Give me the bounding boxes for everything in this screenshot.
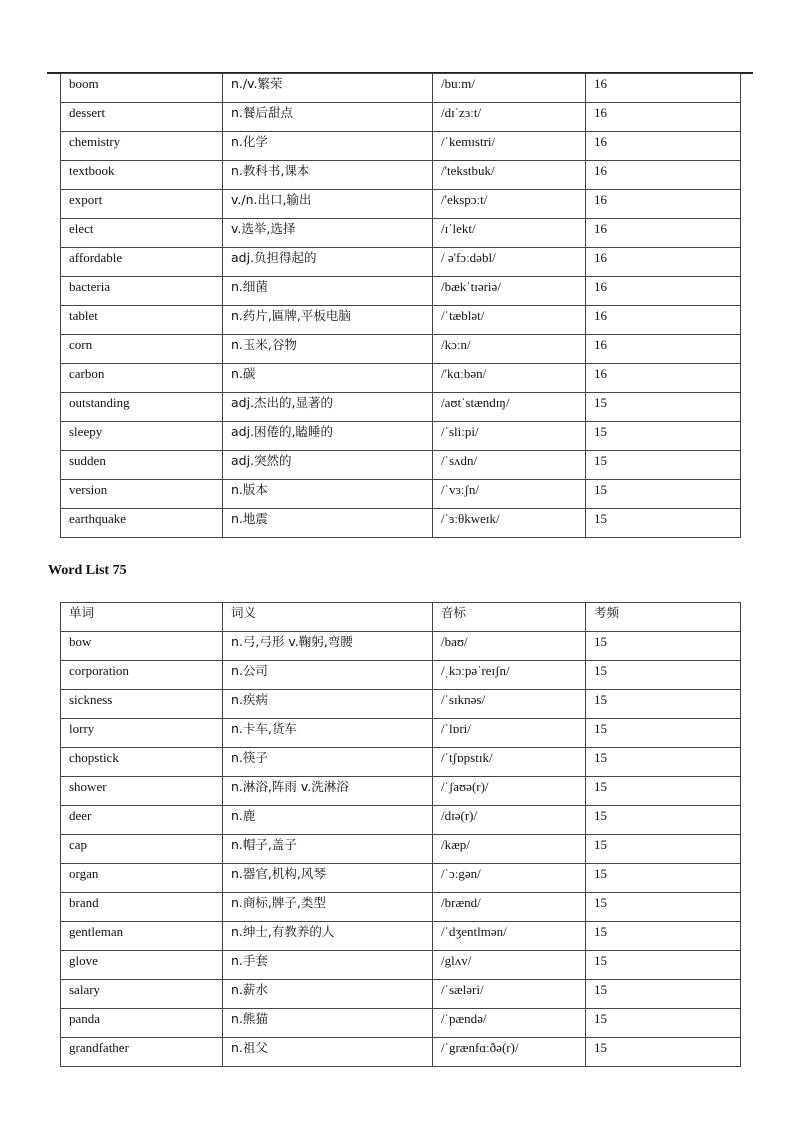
meaning-cell: n.熊猫 — [223, 1009, 433, 1038]
phonetic-cell: /dɪˈzɜːt/ — [433, 103, 586, 132]
phonetic-cell: /brænd/ — [433, 893, 586, 922]
word-cell: boom — [61, 74, 223, 103]
meaning-cell: n.餐后甜点 — [223, 103, 433, 132]
table-row — [61, 248, 741, 277]
phonetic-cell: /ˈlɒri/ — [433, 719, 586, 748]
frequency-cell: 15 — [586, 893, 741, 922]
meaning-cell: n.筷子 — [223, 748, 433, 777]
table-row — [61, 132, 741, 161]
frequency-cell: 15 — [586, 422, 741, 451]
phonetic-cell: / ə'fɔːdəbl/ — [433, 248, 586, 277]
phonetic-cell: /bækˈtɪəriə/ — [433, 277, 586, 306]
word-cell: sleepy — [61, 422, 223, 451]
frequency-cell: 15 — [586, 748, 741, 777]
word-cell: sudden — [61, 451, 223, 480]
table-row — [61, 1038, 741, 1067]
word-cell: brand — [61, 893, 223, 922]
frequency-cell: 16 — [586, 103, 741, 132]
meaning-cell: adj.杰出的,显著的 — [223, 393, 433, 422]
phonetic-cell: /aʊtˈstændɪŋ/ — [433, 393, 586, 422]
meaning-cell: n.版本 — [223, 480, 433, 509]
frequency-cell: 16 — [586, 364, 741, 393]
table-row — [61, 1009, 741, 1038]
phonetic-cell: /ˈgrænfɑːðə(r)/ — [433, 1038, 586, 1067]
meaning-cell: n.地震 — [223, 509, 433, 538]
table-row — [61, 835, 741, 864]
header-phonetic: 音标 — [433, 603, 586, 632]
table-row — [61, 661, 741, 690]
phonetic-cell: /'ekspɔːt/ — [433, 190, 586, 219]
table-row — [61, 480, 741, 509]
frequency-cell: 15 — [586, 980, 741, 1009]
word-cell: version — [61, 480, 223, 509]
meaning-cell: n.玉米,谷物 — [223, 335, 433, 364]
table-row — [61, 509, 741, 538]
word-cell: bow — [61, 632, 223, 661]
phonetic-cell: /ˈsliːpi/ — [433, 422, 586, 451]
frequency-cell: 15 — [586, 835, 741, 864]
phonetic-cell: /ˈɔːgən/ — [433, 864, 586, 893]
table-row — [61, 632, 741, 661]
phonetic-cell: /ˈkemɪstri/ — [433, 132, 586, 161]
frequency-cell: 16 — [586, 219, 741, 248]
meaning-cell: n.鹿 — [223, 806, 433, 835]
word-cell: organ — [61, 864, 223, 893]
word-list-title: Word List 75 — [48, 563, 127, 578]
table-row — [61, 306, 741, 335]
meaning-cell: v.选举,选择 — [223, 219, 433, 248]
phonetic-cell: /kɔːn/ — [433, 335, 586, 364]
table-row — [61, 451, 741, 480]
phonetic-cell: /ˈtæblət/ — [433, 306, 586, 335]
meaning-cell: n.绅士,有教养的人 — [223, 922, 433, 951]
meaning-cell: n.帽子,盖子 — [223, 835, 433, 864]
header-meaning: 词义 — [223, 603, 433, 632]
word-cell: export — [61, 190, 223, 219]
phonetic-cell: /ˌkɔːpəˈreɪʃn/ — [433, 661, 586, 690]
vocabulary-table-continued — [60, 73, 741, 538]
word-cell: corporation — [61, 661, 223, 690]
word-cell: grandfather — [61, 1038, 223, 1067]
table-row — [61, 74, 741, 103]
meaning-cell: n.淋浴,阵雨 v.洗淋浴 — [223, 777, 433, 806]
vocabulary-table-body — [61, 74, 741, 538]
table-header-row — [61, 603, 741, 632]
frequency-cell: 15 — [586, 393, 741, 422]
word-cell: lorry — [61, 719, 223, 748]
meaning-cell: n.细菌 — [223, 277, 433, 306]
frequency-cell: 15 — [586, 451, 741, 480]
frequency-cell: 16 — [586, 161, 741, 190]
frequency-cell: 16 — [586, 248, 741, 277]
meaning-cell: n.商标,牌子,类型 — [223, 893, 433, 922]
phonetic-cell: /glʌv/ — [433, 951, 586, 980]
frequency-cell: 15 — [586, 806, 741, 835]
table-row — [61, 335, 741, 364]
frequency-cell: 16 — [586, 277, 741, 306]
frequency-cell: 16 — [586, 132, 741, 161]
meaning-cell: v./n.出口,输出 — [223, 190, 433, 219]
table-row — [61, 864, 741, 893]
word-cell: elect — [61, 219, 223, 248]
phonetic-cell: /ˈtʃɒpstɪk/ — [433, 748, 586, 777]
table-row — [61, 690, 741, 719]
frequency-cell: 15 — [586, 1038, 741, 1067]
word-cell: bacteria — [61, 277, 223, 306]
word-cell: deer — [61, 806, 223, 835]
phonetic-cell: /dɪə(r)/ — [433, 806, 586, 835]
word-cell: carbon — [61, 364, 223, 393]
phonetic-cell: /ˈvɜːʃn/ — [433, 480, 586, 509]
word-cell: sickness — [61, 690, 223, 719]
table-row — [61, 806, 741, 835]
meaning-cell: n.疾病 — [223, 690, 433, 719]
frequency-cell: 15 — [586, 951, 741, 980]
meaning-cell: n.薪水 — [223, 980, 433, 1009]
table-row — [61, 103, 741, 132]
meaning-cell: n.药片,匾牌,平板电脑 — [223, 306, 433, 335]
word-cell: textbook — [61, 161, 223, 190]
word-cell: glove — [61, 951, 223, 980]
header-word: 单词 — [61, 603, 223, 632]
word-cell: earthquake — [61, 509, 223, 538]
phonetic-cell: /ˈɜːθkweɪk/ — [433, 509, 586, 538]
phonetic-cell: /ˈdʒentlmən/ — [433, 922, 586, 951]
table-row — [61, 748, 741, 777]
frequency-cell: 16 — [586, 74, 741, 103]
word-cell: chemistry — [61, 132, 223, 161]
frequency-cell: 15 — [586, 690, 741, 719]
word-cell: shower — [61, 777, 223, 806]
frequency-cell: 16 — [586, 335, 741, 364]
frequency-cell: 15 — [586, 632, 741, 661]
frequency-cell: 15 — [586, 661, 741, 690]
meaning-cell: adj.困倦的,瞌睡的 — [223, 422, 433, 451]
frequency-cell: 15 — [586, 480, 741, 509]
phonetic-cell: /baʊ/ — [433, 632, 586, 661]
meaning-cell: n.教科书,课本 — [223, 161, 433, 190]
phonetic-cell: /ˈsɪknəs/ — [433, 690, 586, 719]
header-frequency: 考频 — [586, 603, 741, 632]
phonetic-cell: /ɪˈlekt/ — [433, 219, 586, 248]
word-cell: corn — [61, 335, 223, 364]
table-row — [61, 393, 741, 422]
table-row — [61, 190, 741, 219]
phonetic-cell: /ˈsæləri/ — [433, 980, 586, 1009]
phonetic-cell: /ˈpændə/ — [433, 1009, 586, 1038]
word-cell: affordable — [61, 248, 223, 277]
meaning-cell: n.化学 — [223, 132, 433, 161]
word-cell: dessert — [61, 103, 223, 132]
frequency-cell: 15 — [586, 1009, 741, 1038]
meaning-cell: n.器官,机构,风琴 — [223, 864, 433, 893]
frequency-cell: 16 — [586, 190, 741, 219]
frequency-cell: 15 — [586, 719, 741, 748]
frequency-cell: 15 — [586, 509, 741, 538]
meaning-cell: adj.负担得起的 — [223, 248, 433, 277]
word-cell: tablet — [61, 306, 223, 335]
table-row — [61, 893, 741, 922]
table-row — [61, 364, 741, 393]
table-row — [61, 922, 741, 951]
word-cell: chopstick — [61, 748, 223, 777]
table-row — [61, 980, 741, 1009]
phonetic-cell: /'kɑːbən/ — [433, 364, 586, 393]
table-row — [61, 951, 741, 980]
meaning-cell: n.碳 — [223, 364, 433, 393]
table-row — [61, 719, 741, 748]
frequency-cell: 15 — [586, 864, 741, 893]
phonetic-cell: /'tekstbuk/ — [433, 161, 586, 190]
meaning-cell: n.公司 — [223, 661, 433, 690]
phonetic-cell: /ˈʃaʊə(r)/ — [433, 777, 586, 806]
meaning-cell: n./v.繁荣 — [223, 74, 433, 103]
table-row — [61, 219, 741, 248]
word-cell: cap — [61, 835, 223, 864]
word-cell: outstanding — [61, 393, 223, 422]
table-row — [61, 777, 741, 806]
frequency-cell: 15 — [586, 777, 741, 806]
meaning-cell: n.祖父 — [223, 1038, 433, 1067]
word-cell: gentleman — [61, 922, 223, 951]
meaning-cell: adj.突然的 — [223, 451, 433, 480]
word-cell: panda — [61, 1009, 223, 1038]
table-row — [61, 277, 741, 306]
meaning-cell: n.手套 — [223, 951, 433, 980]
frequency-cell: 15 — [586, 922, 741, 951]
table-row — [61, 422, 741, 451]
phonetic-cell: /ˈsʌdn/ — [433, 451, 586, 480]
word-list-75-table-body — [61, 603, 741, 1067]
word-list-75-table — [60, 602, 741, 1067]
frequency-cell: 16 — [586, 306, 741, 335]
meaning-cell: n.卡车,货车 — [223, 719, 433, 748]
word-cell: salary — [61, 980, 223, 1009]
meaning-cell: n.弓,弓形 v.鞠躬,弯腰 — [223, 632, 433, 661]
table-row — [61, 161, 741, 190]
phonetic-cell: /buːm/ — [433, 74, 586, 103]
phonetic-cell: /kæp/ — [433, 835, 586, 864]
